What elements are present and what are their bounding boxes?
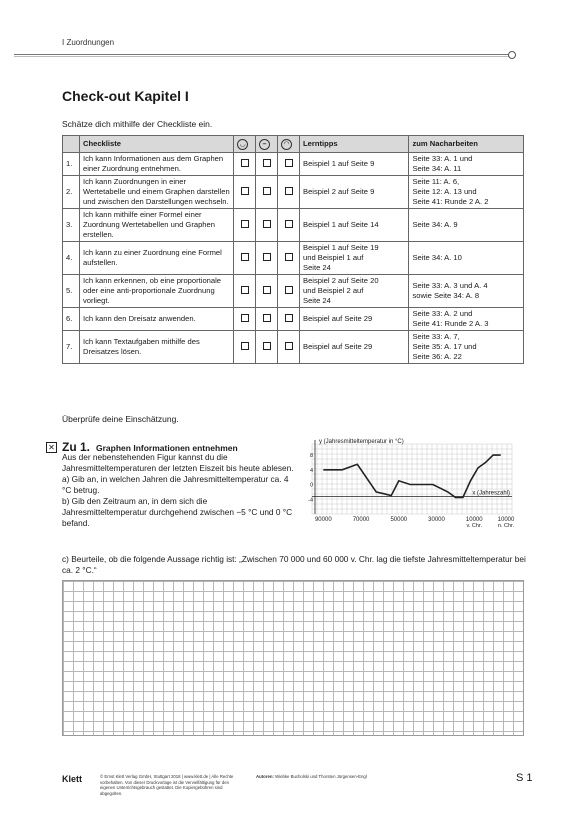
rating-checkbox-neutral[interactable] [263, 159, 271, 167]
row-review: Seite 34: A. 9 [409, 209, 524, 242]
row-checklist-text: Ich kann Zuordnungen in einer Wertetabelle und einem Graphen darstellen und zwischen den Darstellungen wechseln. [79, 176, 233, 209]
rating-checkbox-neutral[interactable] [263, 220, 271, 228]
rating-cell-sad [278, 242, 300, 275]
row-review: Seite 33: A. 1 und Seite 34: A. 11 [409, 153, 524, 176]
rating-checkbox-happy[interactable] [241, 342, 249, 350]
row-review: Seite 34: A. 10 [409, 242, 524, 275]
rating-checkbox-neutral[interactable] [263, 342, 271, 350]
happy-face-icon: ◡ [234, 136, 256, 153]
row-review: Seite 11: A. 6, Seite 12: A. 13 und Seite 41: Runde 2 A. 2 [409, 176, 524, 209]
x-tick-label: 50000 [390, 517, 408, 523]
task-text-block [62, 452, 294, 529]
task-title: Graphen Informationen entnehmen [96, 443, 238, 453]
rating-cell-happy [234, 275, 256, 308]
rating-checkbox-neutral[interactable] [263, 187, 271, 195]
rating-checkbox-sad[interactable] [285, 159, 293, 167]
y-tick-label: 0 [309, 482, 313, 489]
row-tips: Beispiel 1 auf Seite 14 [300, 209, 409, 242]
row-number: 2. [63, 176, 80, 209]
row-checklist-text: Ich kann erkennen, ob eine proportionale oder eine anti-proportionale Zuordnung vorliegt. [79, 275, 233, 308]
task-number: Zu 1. [62, 440, 91, 454]
intro-text: Schätze dich mithilfe der Checkliste ein. [62, 119, 213, 129]
row-checklist-text: Ich kann mithilfe einer Formel einer Zuordnung Wertetabellen und Graphen erstellen. [79, 209, 233, 242]
row-tips: Beispiel 2 auf Seite 20 und Beispiel 2 auf Seite 24 [300, 275, 409, 308]
x-tick-label: 30000 [428, 517, 445, 523]
task-marker-icon: ✕ [46, 442, 57, 453]
row-number: 3. [63, 209, 80, 242]
header-tips: Lerntipps [300, 136, 409, 153]
page-title: Check-out Kapitel I [62, 88, 189, 104]
rating-cell-neutral [256, 308, 278, 331]
table-row [63, 308, 524, 331]
x-tick-sublabel: v. Chr. [466, 523, 483, 528]
row-review: Seite 33: A. 3 und A. 4 sowie Seite 34: A. 8 [409, 275, 524, 308]
y-tick-label: 4 [309, 467, 313, 474]
row-review: Seite 33: A. 7, Seite 35: A. 17 und Seite 36: A. 22 [409, 331, 524, 364]
row-tips: Beispiel auf Seite 29 [300, 308, 409, 331]
table-row [63, 331, 524, 364]
header-rule-secondary [14, 56, 512, 57]
page-number: S 1 [516, 772, 533, 784]
row-tips: Beispiel 2 auf Seite 9 [300, 176, 409, 209]
rating-cell-neutral [256, 209, 278, 242]
header-checklist: Checkliste [79, 136, 233, 153]
answer-grid-area[interactable] [62, 580, 524, 736]
footer-authors [256, 774, 367, 779]
rating-checkbox-sad[interactable] [285, 187, 293, 195]
rating-cell-neutral [256, 153, 278, 176]
rating-checkbox-neutral[interactable] [263, 286, 271, 294]
row-number: 1. [63, 153, 80, 176]
temperature-chart [300, 434, 518, 528]
x-tick-label: 70000 [352, 517, 370, 523]
table-row [63, 209, 524, 242]
rating-checkbox-happy[interactable] [241, 286, 249, 294]
table-row [63, 275, 524, 308]
rating-cell-neutral [256, 331, 278, 364]
rating-cell-sad [278, 331, 300, 364]
table-row [63, 242, 524, 275]
neutral-face-icon: – [256, 136, 278, 153]
row-checklist-text: Ich kann Textaufgaben mithilfe des Dreisatzes lösen. [79, 331, 233, 364]
rating-checkbox-sad[interactable] [285, 314, 293, 322]
row-review: Seite 33: A. 2 und Seite 41: Runde 2 A. 3 [409, 308, 524, 331]
checklist-header-row [63, 136, 524, 153]
rating-checkbox-sad[interactable] [285, 342, 293, 350]
chart-labels [308, 439, 515, 528]
row-number: 7. [63, 331, 80, 364]
table-row [63, 153, 524, 176]
row-tips: Beispiel auf Seite 29 [300, 331, 409, 364]
rating-cell-happy [234, 308, 256, 331]
y-axis-label: y (Jahresmitteltemperatur in °C) [319, 439, 404, 445]
footer-authors-label: Autoren: [256, 774, 274, 779]
rating-cell-neutral [256, 275, 278, 308]
table-row [63, 176, 524, 209]
rating-cell-happy [234, 331, 256, 364]
rating-cell-happy [234, 209, 256, 242]
x-tick-label: 10000 [497, 517, 515, 523]
rating-cell-sad [278, 209, 300, 242]
rating-checkbox-happy[interactable] [241, 187, 249, 195]
header-rule [14, 54, 512, 55]
y-tick-label: -4 [308, 497, 313, 504]
header-review: zum Nacharbeiten [409, 136, 524, 153]
chart-grid [309, 444, 512, 514]
row-number: 6. [63, 308, 80, 331]
header-rule-end-marker [508, 51, 516, 59]
rating-cell-happy [234, 176, 256, 209]
rating-checkbox-happy[interactable] [241, 220, 249, 228]
checklist-table [62, 135, 524, 364]
row-checklist-text: Ich kann zu einer Zuordnung eine Formel aufstellen. [79, 242, 233, 275]
rating-cell-sad [278, 308, 300, 331]
rating-cell-sad [278, 275, 300, 308]
x-tick-label: 10000 [465, 517, 483, 523]
task-part-b: b) Gib den Zeitraum an, in dem sich die Jahresmitteltemperatur durchgehend zwischen −5 °C und 0 °C befand. [62, 496, 293, 528]
row-checklist-text: Ich kann den Dreisatz anwenden. [79, 308, 233, 331]
row-number: 5. [63, 275, 80, 308]
footer-authors-names: Wiebke Bucholski und Thorsten Jürgensen-Engl [275, 774, 367, 779]
y-tick-label: 8 [309, 453, 313, 460]
row-tips: Beispiel 1 auf Seite 19 und Beispiel 1 auf Seite 24 [300, 242, 409, 275]
task-part-c: c) Beurteile, ob die folgende Aussage richtig ist: „Zwischen 70 000 und 60 000 v. Chr. lag die tiefste Jahresmitteltemperatur bei ca. 2 °C.“ [62, 554, 526, 575]
rating-cell-happy [234, 242, 256, 275]
rating-checkbox-sad[interactable] [285, 253, 293, 261]
rating-checkbox-neutral[interactable] [263, 253, 271, 261]
x-tick-label: 90000 [314, 517, 332, 523]
rating-checkbox-sad[interactable] [285, 286, 293, 294]
rating-checkbox-sad[interactable] [285, 220, 293, 228]
rating-cell-sad [278, 153, 300, 176]
row-tips: Beispiel 1 auf Seite 9 [300, 153, 409, 176]
rating-cell-happy [234, 153, 256, 176]
sad-face-icon: ◠ [278, 136, 300, 153]
rating-checkbox-neutral[interactable] [263, 314, 271, 322]
rating-checkbox-happy[interactable] [241, 253, 249, 261]
rating-checkbox-happy[interactable] [241, 314, 249, 322]
publisher-logo: Klett [62, 774, 82, 784]
rating-cell-neutral [256, 176, 278, 209]
rating-cell-neutral [256, 242, 278, 275]
header-num [63, 136, 80, 153]
chapter-header: I Zuordnungen [62, 38, 115, 47]
task-part-a: a) Gib an, in welchen Jahren die Jahresmitteltemperatur ca. 4 °C betrug. [62, 474, 289, 495]
row-number: 4. [63, 242, 80, 275]
row-checklist-text: Ich kann Informationen aus dem Graphen einer Zuordnung entnehmen. [79, 153, 233, 176]
after-table-text: Überprüfe deine Einschätzung. [62, 414, 179, 424]
x-tick-sublabel: n. Chr. [497, 523, 515, 528]
rating-cell-sad [278, 176, 300, 209]
task-description: Aus der nebenstehenden Figur kannst du die Jahresmitteltemperaturen der letzten Eiszeit bis heute ablesen. [62, 452, 294, 473]
footer-copyright: © Ernst Klett Verlag GmbH, Stuttgart 2018 | www.klett.de | Alle Rechte vorbehalten. Von dieser Druckvorlage ist die Vervielfältigung für den eigenen Unterrichtsgebrauch gestattet. Die Kopiergebühren sind abgegolten. [100, 774, 234, 796]
x-axis-label: x (Jahreszahl) [472, 490, 510, 497]
rating-checkbox-happy[interactable] [241, 159, 249, 167]
